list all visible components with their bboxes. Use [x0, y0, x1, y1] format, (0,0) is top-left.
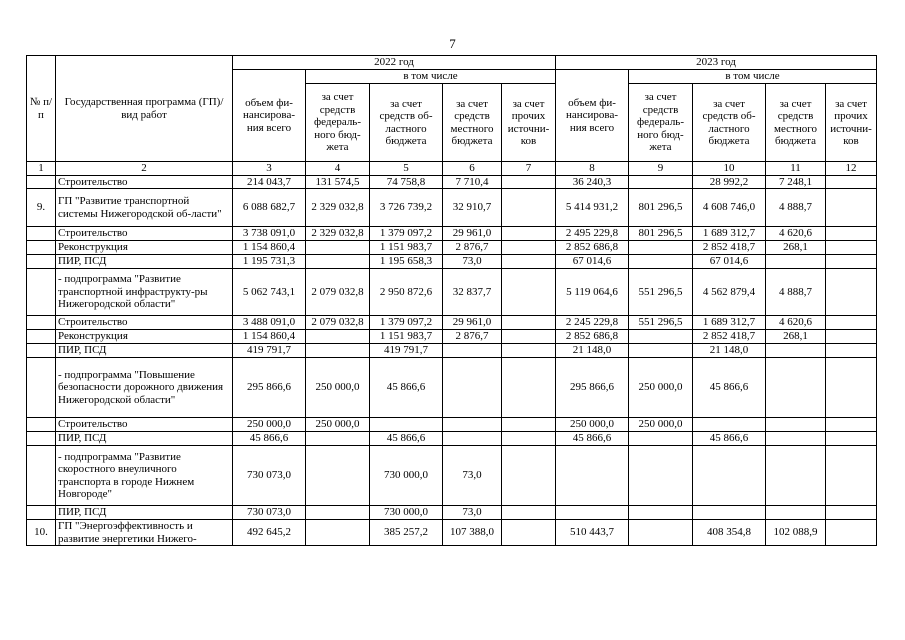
local-2023-cell: 4 888,7 [766, 189, 826, 227]
table-row [27, 255, 877, 269]
col-number: 2 [56, 162, 233, 176]
federal-2022-cell: 250 000,0 [306, 418, 370, 432]
other-2022-cell [502, 316, 556, 330]
total-2022-cell: 250 000,0 [233, 418, 306, 432]
total-2022-cell: 730 073,0 [233, 506, 306, 520]
local-2022-cell [443, 344, 502, 358]
local-2023-cell: 4 620,6 [766, 227, 826, 241]
local-2023-cell [766, 358, 826, 418]
other-2022-cell [502, 358, 556, 418]
row-num-cell [27, 432, 56, 446]
total-2023-cell: 5 414 931,2 [556, 189, 629, 227]
total-2022-cell: 1 154 860,4 [233, 241, 306, 255]
other-2022-cell [502, 432, 556, 446]
header-num: № п/п [27, 56, 56, 162]
local-2023-cell: 4 620,6 [766, 316, 826, 330]
header-program: Государственная программа (ГП)/ вид работ [56, 56, 233, 162]
row-name-cell: Строительство [56, 316, 233, 330]
table-row [27, 446, 877, 506]
regional-2022-cell: 419 791,7 [370, 344, 443, 358]
header-other-2023: за счет прочих источни-ков [826, 84, 877, 162]
other-2023-cell [826, 520, 877, 546]
total-2022-cell: 3 488 091,0 [233, 316, 306, 330]
local-2023-cell: 7 248,1 [766, 175, 826, 189]
local-2022-cell: 107 388,0 [443, 520, 502, 546]
total-2022-cell: 214 043,7 [233, 175, 306, 189]
local-2023-cell [766, 446, 826, 506]
regional-2022-cell: 45 866,6 [370, 432, 443, 446]
federal-2022-cell: 2 079 032,8 [306, 316, 370, 330]
row-name-cell: ПИР, ПСД [56, 255, 233, 269]
row-num-cell [27, 418, 56, 432]
other-2022-cell [502, 506, 556, 520]
other-2023-cell [826, 446, 877, 506]
other-2023-cell [826, 358, 877, 418]
row-name-cell: - подпрограмма "Повышение безопасности дорожного движения Нижегородской области" [56, 358, 233, 418]
federal-2023-cell [629, 520, 693, 546]
federal-2022-cell [306, 432, 370, 446]
regional-2023-cell: 21 148,0 [693, 344, 766, 358]
federal-2023-cell: 551 296,5 [629, 316, 693, 330]
row-name-cell: ПИР, ПСД [56, 344, 233, 358]
regional-2022-cell: 2 950 872,6 [370, 269, 443, 316]
total-2023-cell: 295 866,6 [556, 358, 629, 418]
row-num-cell [27, 255, 56, 269]
other-2023-cell [826, 418, 877, 432]
local-2022-cell: 73,0 [443, 506, 502, 520]
total-2023-cell [556, 446, 629, 506]
regional-2023-cell: 1 689 312,7 [693, 316, 766, 330]
total-2023-cell: 21 148,0 [556, 344, 629, 358]
other-2022-cell [502, 241, 556, 255]
federal-2022-cell: 2 079 032,8 [306, 269, 370, 316]
local-2022-cell [443, 418, 502, 432]
table-row [27, 227, 877, 241]
regional-2022-cell: 1 151 983,7 [370, 330, 443, 344]
regional-2022-cell: 3 726 739,2 [370, 189, 443, 227]
federal-2022-cell: 131 574,5 [306, 175, 370, 189]
federal-2022-cell [306, 255, 370, 269]
other-2022-cell [502, 418, 556, 432]
regional-2022-cell: 730 000,0 [370, 446, 443, 506]
header-total-2023: объем фи-нансирова-ния всего [556, 70, 629, 162]
regional-2022-cell: 1 379 097,2 [370, 316, 443, 330]
federal-2023-cell: 551 296,5 [629, 269, 693, 316]
regional-2023-cell: 45 866,6 [693, 358, 766, 418]
local-2022-cell: 32 837,7 [443, 269, 502, 316]
row-num-cell [27, 241, 56, 255]
other-2022-cell [502, 446, 556, 506]
regional-2023-cell: 4 562 879,4 [693, 269, 766, 316]
col-number: 4 [306, 162, 370, 176]
other-2023-cell [826, 227, 877, 241]
local-2022-cell: 73,0 [443, 255, 502, 269]
header-total-2022: объем фи-нансирова-ния всего [233, 70, 306, 162]
regional-2023-cell: 28 992,2 [693, 175, 766, 189]
total-2022-cell: 45 866,6 [233, 432, 306, 446]
row-num-cell [27, 175, 56, 189]
row-num-cell [27, 269, 56, 316]
regional-2022-cell: 385 257,2 [370, 520, 443, 546]
col-number: 8 [556, 162, 629, 176]
total-2023-cell: 250 000,0 [556, 418, 629, 432]
row-name-cell: ПИР, ПСД [56, 432, 233, 446]
header-other-2022: за счет прочих источни-ков [502, 84, 556, 162]
row-num-cell [27, 330, 56, 344]
other-2023-cell [826, 269, 877, 316]
federal-2022-cell: 2 329 032,8 [306, 227, 370, 241]
header-federal-2023: за счет средств федераль-ного бюд-жета [629, 84, 693, 162]
other-2022-cell [502, 330, 556, 344]
federal-2023-cell [629, 506, 693, 520]
row-name-cell: ПИР, ПСД [56, 506, 233, 520]
row-num-cell [27, 506, 56, 520]
local-2022-cell: 2 876,7 [443, 330, 502, 344]
total-2022-cell: 6 088 682,7 [233, 189, 306, 227]
col-number: 5 [370, 162, 443, 176]
regional-2022-cell: 74 758,8 [370, 175, 443, 189]
regional-2023-cell: 1 689 312,7 [693, 227, 766, 241]
total-2023-cell: 2 495 229,8 [556, 227, 629, 241]
header-year-2023: 2023 год [556, 56, 877, 70]
regional-2023-cell: 408 354,8 [693, 520, 766, 546]
other-2023-cell [826, 255, 877, 269]
row-num-cell: 10. [27, 520, 56, 546]
other-2022-cell [502, 227, 556, 241]
row-name-cell: ГП "Энергоэффективность и развитие энергетики Нижего- [56, 520, 233, 546]
federal-2022-cell [306, 506, 370, 520]
header-including-2022: в том числе [306, 70, 556, 84]
local-2023-cell: 268,1 [766, 330, 826, 344]
total-2022-cell: 295 866,6 [233, 358, 306, 418]
total-2022-cell: 419 791,7 [233, 344, 306, 358]
row-name-cell: Строительство [56, 227, 233, 241]
local-2023-cell: 102 088,9 [766, 520, 826, 546]
federal-2023-cell [629, 241, 693, 255]
row-num-cell [27, 316, 56, 330]
header-year-2022: 2022 год [233, 56, 556, 70]
local-2022-cell [443, 358, 502, 418]
col-number: 7 [502, 162, 556, 176]
total-2023-cell: 2 852 686,8 [556, 241, 629, 255]
local-2022-cell: 32 910,7 [443, 189, 502, 227]
regional-2022-cell [370, 418, 443, 432]
total-2023-cell: 2 852 686,8 [556, 330, 629, 344]
local-2022-cell: 7 710,4 [443, 175, 502, 189]
total-2023-cell: 2 245 229,8 [556, 316, 629, 330]
federal-2023-cell [629, 432, 693, 446]
total-2022-cell: 1 154 860,4 [233, 330, 306, 344]
table-row [27, 520, 877, 546]
regional-2023-cell [693, 418, 766, 432]
table-row [27, 316, 877, 330]
local-2023-cell: 4 888,7 [766, 269, 826, 316]
regional-2023-cell: 67 014,6 [693, 255, 766, 269]
other-2023-cell [826, 241, 877, 255]
col-number: 11 [766, 162, 826, 176]
other-2022-cell [502, 175, 556, 189]
row-num-cell [27, 227, 56, 241]
local-2023-cell [766, 255, 826, 269]
total-2023-cell: 510 443,7 [556, 520, 629, 546]
other-2023-cell [826, 316, 877, 330]
regional-2022-cell: 1 379 097,2 [370, 227, 443, 241]
other-2023-cell [826, 175, 877, 189]
regional-2023-cell: 2 852 418,7 [693, 330, 766, 344]
total-2022-cell: 730 073,0 [233, 446, 306, 506]
row-num-cell [27, 358, 56, 418]
col-number: 10 [693, 162, 766, 176]
table-row [27, 506, 877, 520]
table-row [27, 358, 877, 418]
table-row [27, 418, 877, 432]
column-numbers-row [27, 162, 877, 176]
federal-2023-cell: 250 000,0 [629, 358, 693, 418]
col-number: 6 [443, 162, 502, 176]
row-name-cell: ГП "Развитие транспортной системы Нижегородской об-ласти" [56, 189, 233, 227]
regional-2022-cell: 730 000,0 [370, 506, 443, 520]
federal-2022-cell [306, 446, 370, 506]
col-number: 3 [233, 162, 306, 176]
other-2023-cell [826, 432, 877, 446]
other-2022-cell [502, 344, 556, 358]
local-2022-cell [443, 432, 502, 446]
total-2023-cell [556, 506, 629, 520]
other-2022-cell [502, 269, 556, 316]
table-row [27, 344, 877, 358]
regional-2022-cell: 1 195 658,3 [370, 255, 443, 269]
federal-2023-cell [629, 344, 693, 358]
local-2022-cell: 2 876,7 [443, 241, 502, 255]
row-name-cell: Реконструкция [56, 241, 233, 255]
federal-2023-cell [629, 175, 693, 189]
row-num-cell [27, 446, 56, 506]
col-number: 12 [826, 162, 877, 176]
local-2023-cell [766, 432, 826, 446]
header-local-2023: за счет средств местного бюджета [766, 84, 826, 162]
federal-2023-cell: 250 000,0 [629, 418, 693, 432]
federal-2022-cell: 250 000,0 [306, 358, 370, 418]
federal-2022-cell: 2 329 032,8 [306, 189, 370, 227]
local-2022-cell: 29 961,0 [443, 316, 502, 330]
regional-2023-cell: 4 608 746,0 [693, 189, 766, 227]
total-2022-cell: 5 062 743,1 [233, 269, 306, 316]
other-2022-cell [502, 520, 556, 546]
regional-2023-cell [693, 506, 766, 520]
total-2023-cell: 45 866,6 [556, 432, 629, 446]
row-name-cell: - подпрограмма "Развитие транспортной инфраструкту-ры Нижегородской области" [56, 269, 233, 316]
header-regional-2022: за счет средств об-ластного бюджета [370, 84, 443, 162]
header-regional-2023: за счет средств об-ластного бюджета [693, 84, 766, 162]
other-2023-cell [826, 330, 877, 344]
row-name-cell: Строительство [56, 175, 233, 189]
regional-2023-cell: 2 852 418,7 [693, 241, 766, 255]
total-2023-cell: 5 119 064,6 [556, 269, 629, 316]
local-2023-cell: 268,1 [766, 241, 826, 255]
total-2022-cell: 492 645,2 [233, 520, 306, 546]
table-row [27, 432, 877, 446]
table-row [27, 269, 877, 316]
other-2023-cell [826, 189, 877, 227]
federal-2022-cell [306, 330, 370, 344]
other-2022-cell [502, 189, 556, 227]
header-federal-2022: за счет средств федераль-ного бюд-жета [306, 84, 370, 162]
page-number: 7 [449, 36, 456, 51]
table-row [27, 330, 877, 344]
regional-2023-cell [693, 446, 766, 506]
col-number: 9 [629, 162, 693, 176]
federal-2022-cell [306, 520, 370, 546]
federal-2023-cell: 801 296,5 [629, 227, 693, 241]
header-including-2023: в том числе [629, 70, 877, 84]
federal-2023-cell: 801 296,5 [629, 189, 693, 227]
federal-2023-cell [629, 446, 693, 506]
total-2022-cell: 3 738 091,0 [233, 227, 306, 241]
table-row [27, 175, 877, 189]
federal-2022-cell [306, 241, 370, 255]
total-2022-cell: 1 195 731,3 [233, 255, 306, 269]
col-number: 1 [27, 162, 56, 176]
row-name-cell: - подпрограмма "Развитие скоростного внеуличного транспорта в городе Нижнем Новгороде" [56, 446, 233, 506]
other-2023-cell [826, 344, 877, 358]
row-num-cell [27, 344, 56, 358]
header-local-2022: за счет средств местного бюджета [443, 84, 502, 162]
regional-2022-cell: 1 151 983,7 [370, 241, 443, 255]
table-row [27, 189, 877, 227]
row-num-cell: 9. [27, 189, 56, 227]
local-2022-cell: 73,0 [443, 446, 502, 506]
total-2023-cell: 36 240,3 [556, 175, 629, 189]
federal-2023-cell [629, 255, 693, 269]
federal-2022-cell [306, 344, 370, 358]
table-row [27, 241, 877, 255]
financing-table [26, 55, 877, 546]
local-2023-cell [766, 344, 826, 358]
local-2022-cell: 29 961,0 [443, 227, 502, 241]
local-2023-cell [766, 506, 826, 520]
local-2023-cell [766, 418, 826, 432]
other-2022-cell [502, 255, 556, 269]
row-name-cell: Реконструкция [56, 330, 233, 344]
row-name-cell: Строительство [56, 418, 233, 432]
other-2023-cell [826, 506, 877, 520]
regional-2022-cell: 45 866,6 [370, 358, 443, 418]
total-2023-cell: 67 014,6 [556, 255, 629, 269]
federal-2023-cell [629, 330, 693, 344]
regional-2023-cell: 45 866,6 [693, 432, 766, 446]
